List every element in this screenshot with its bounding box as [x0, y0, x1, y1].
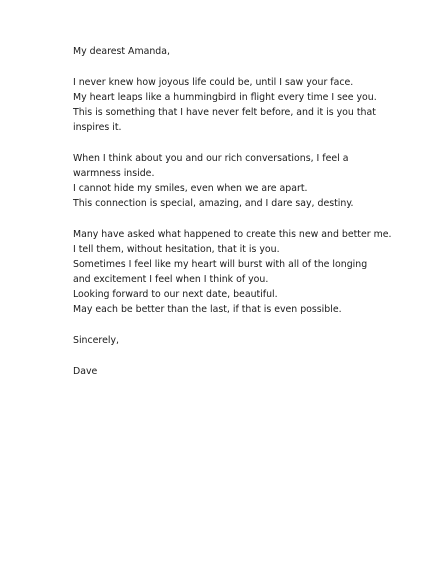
closing: Sincerely,: [73, 335, 119, 346]
paragraph-2-line: I cannot hide my smiles, even when we are apart.: [73, 183, 308, 194]
signature: Dave: [73, 366, 98, 377]
paragraph-3: [73, 227, 423, 317]
paragraph-1-line: My heart leaps like a hummingbird in flight every time I see you.: [73, 92, 377, 103]
letter-body: [73, 44, 423, 379]
paragraph-1-line: This is something that I have never felt before, and it is you that: [73, 107, 376, 118]
paragraph-3-line: and excitement I feel when I think of you.: [73, 274, 269, 285]
paragraph-2-line: warmness inside.: [73, 168, 155, 179]
salutation: My dearest Amanda,: [73, 46, 170, 57]
paragraph-2-line: When I think about you and our rich conversations, I feel a: [73, 153, 349, 164]
paragraph-3-line: May each be better than the last, if that is even possible.: [73, 304, 342, 315]
paragraph-1-line: I never knew how joyous life could be, until I saw your face.: [73, 77, 354, 88]
paragraph-1: [73, 75, 423, 135]
paragraph-3-line: Many have asked what happened to create this new and better me.: [73, 229, 392, 240]
paragraph-3-line: Sometimes I feel like my heart will burst with all of the longing: [73, 259, 368, 270]
paragraph-3-line: Looking forward to our next date, beautiful.: [73, 289, 278, 300]
paragraph-3-line: I tell them, without hesitation, that it is you.: [73, 244, 280, 255]
paragraph-1-line: inspires it.: [73, 122, 122, 133]
paragraph-2-line: This connection is special, amazing, and I dare say, destiny.: [73, 198, 354, 209]
paragraph-2: [73, 151, 423, 211]
